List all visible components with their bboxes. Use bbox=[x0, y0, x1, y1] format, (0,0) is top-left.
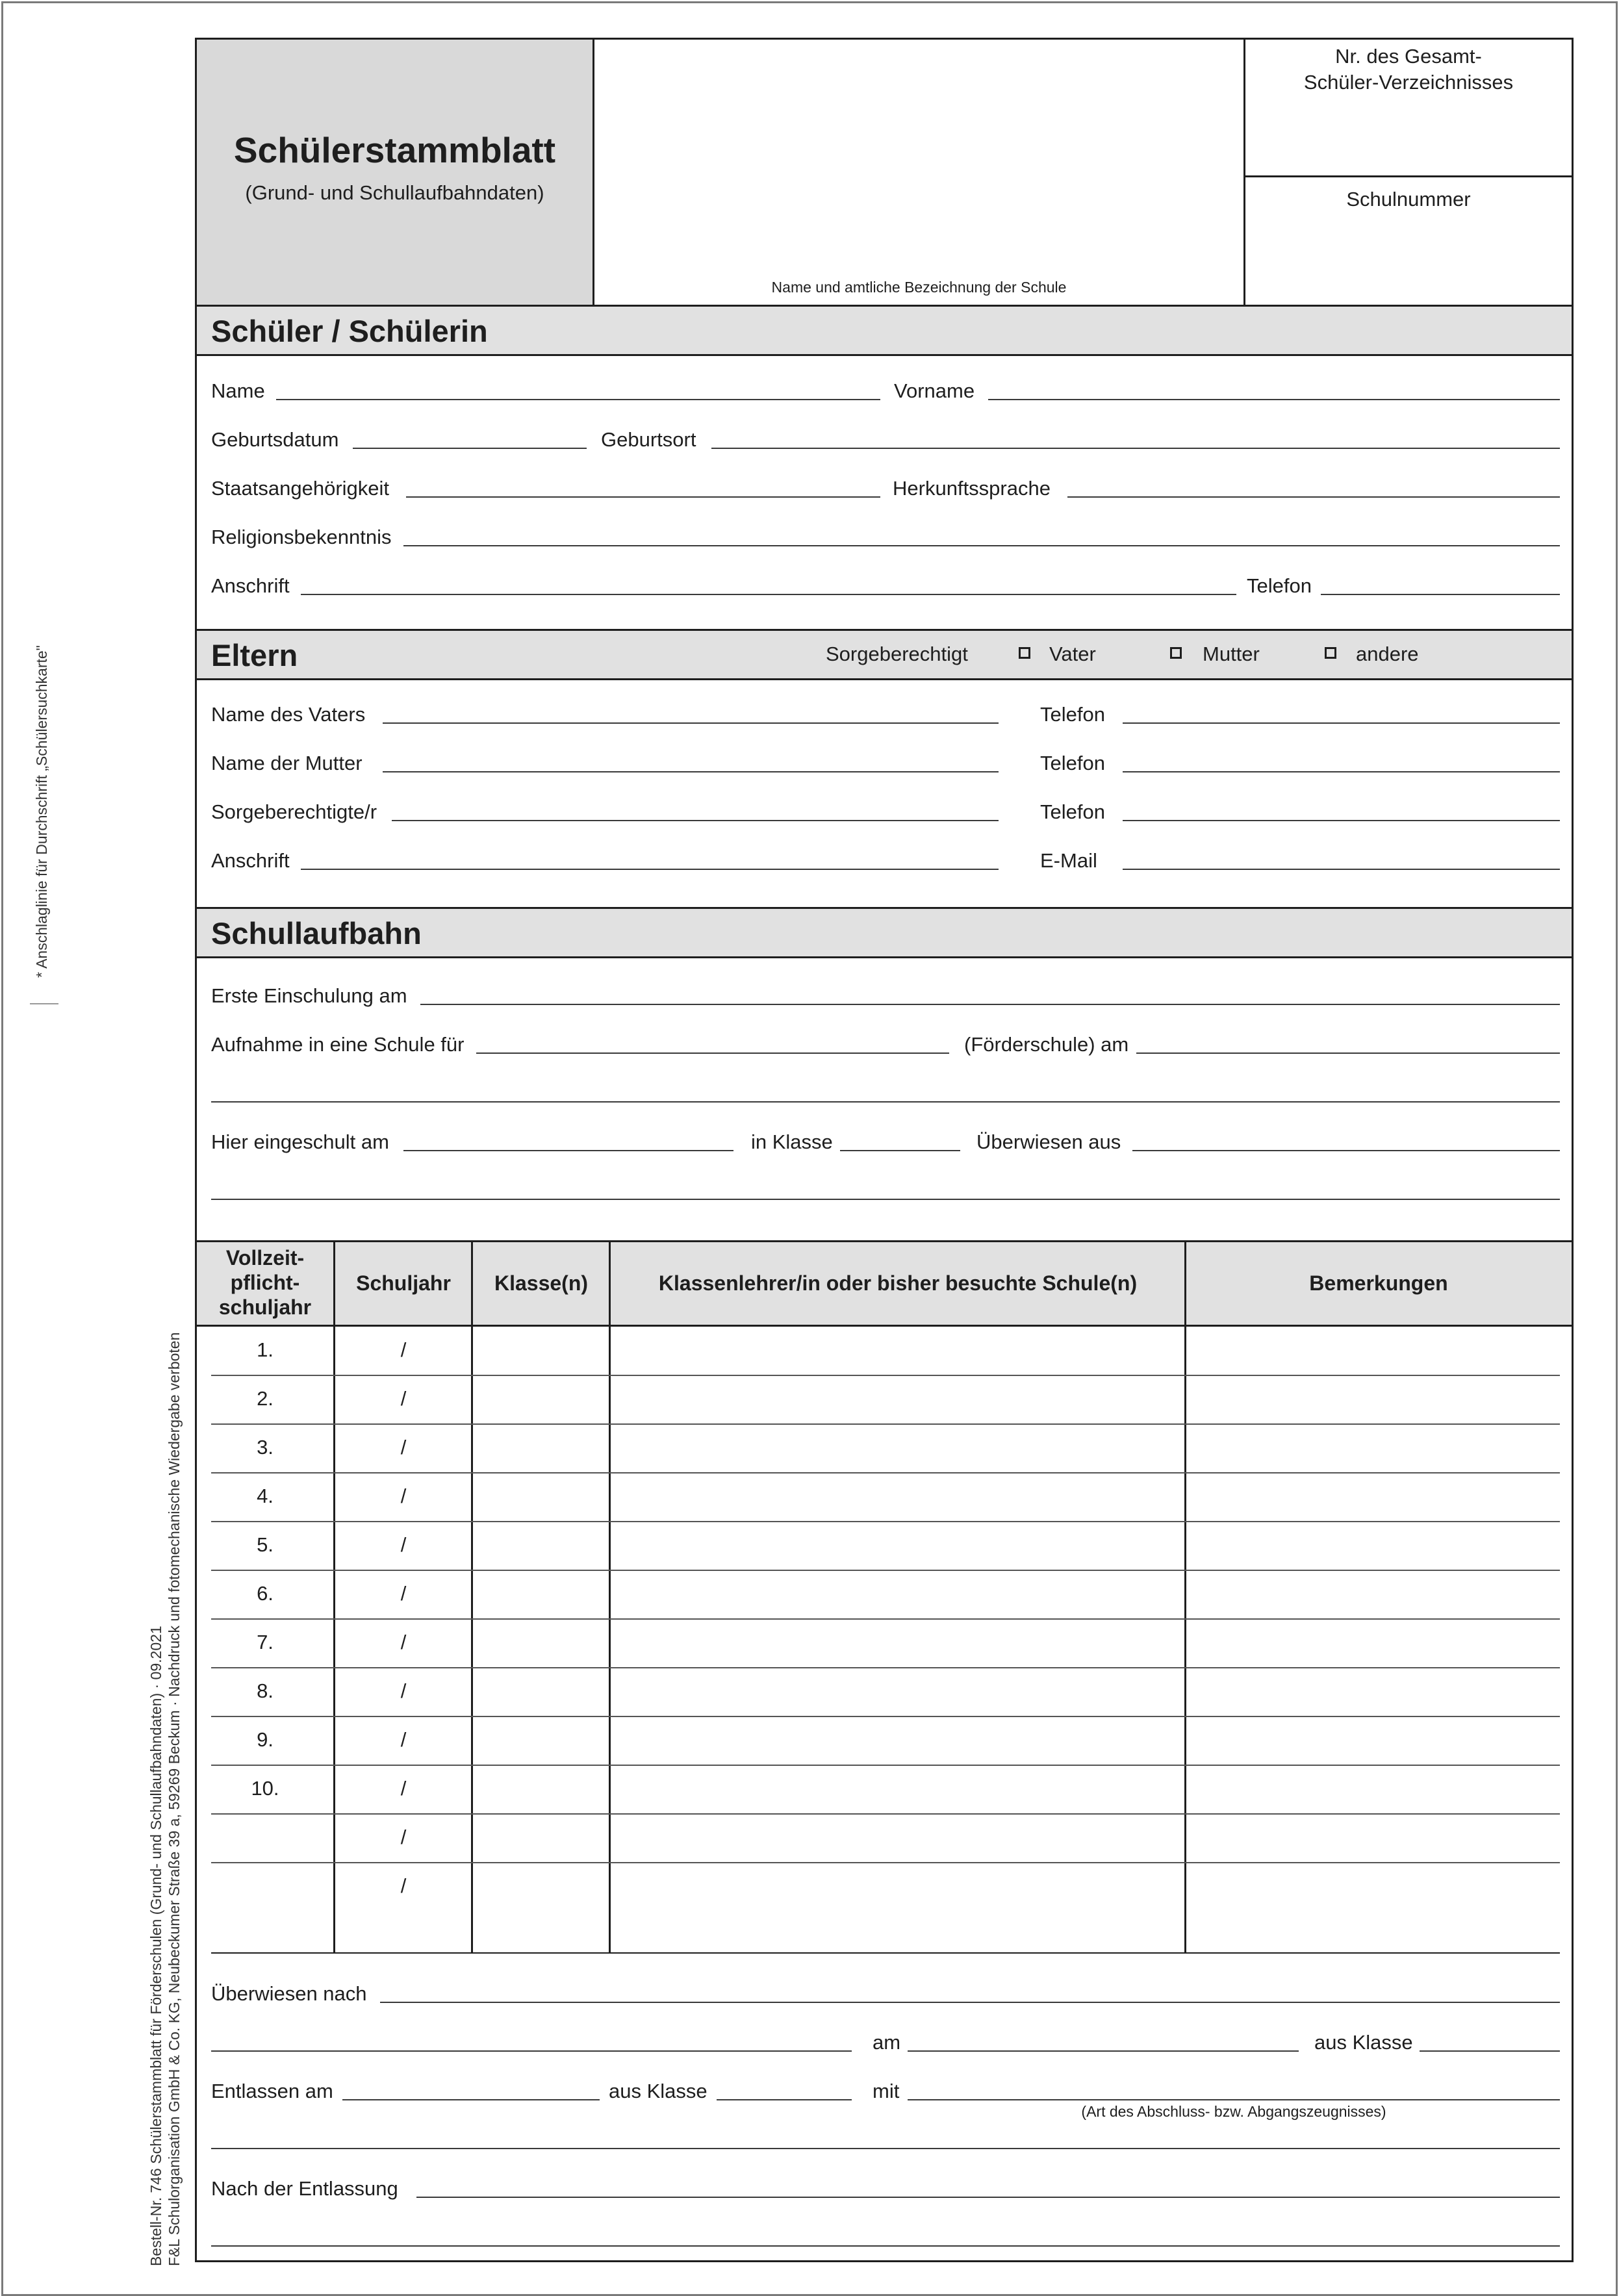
student-record-form bbox=[195, 38, 1574, 2262]
input-aus-klasse[interactable] bbox=[1420, 2050, 1560, 2052]
school-name-caption: Name und amtliche Bezeichnung der Schule bbox=[771, 279, 1067, 296]
table-row[interactable] bbox=[197, 1716, 1572, 1765]
table-row[interactable] bbox=[197, 1424, 1572, 1473]
form-title: Schülerstammblatt bbox=[233, 130, 556, 170]
input-mutter[interactable] bbox=[383, 771, 999, 772]
label-foerderschule-am: (Förderschule) am bbox=[964, 1033, 1129, 1056]
label-am: am bbox=[873, 2031, 901, 2054]
input-herkunftssprache[interactable] bbox=[1067, 496, 1560, 498]
cell-pflichtschuljahr: 1. bbox=[257, 1338, 274, 1361]
table-row[interactable] bbox=[197, 1375, 1572, 1424]
career-section-bar bbox=[197, 907, 1572, 958]
input-nach-entlassung-continued[interactable] bbox=[211, 2245, 1560, 2247]
label-vorname: Vorname bbox=[894, 379, 975, 402]
label-ueberwiesen-aus: Überwiesen aus bbox=[976, 1130, 1121, 1153]
th-col1-line2: pflicht- bbox=[230, 1271, 300, 1294]
cell-pflichtschuljahr: 8. bbox=[257, 1679, 274, 1702]
checkbox-andere[interactable] bbox=[1325, 647, 1336, 659]
label-telefon: Telefon bbox=[1247, 574, 1312, 597]
input-aufnahme[interactable] bbox=[476, 1052, 949, 1054]
label-mit: mit bbox=[873, 2080, 900, 2102]
label-mutter: Name der Mutter bbox=[211, 752, 363, 774]
label-aufnahme: Aufnahme in eine Schule für bbox=[211, 1033, 465, 1056]
order-info-line2: F&L Schulorganisation GmbH & Co. KG, Neubeckumer Straße 39 a, 59269 Beckum · Nachdruck und fotomechanische Wiedergabe verboten bbox=[166, 1332, 183, 2266]
label-erste-einschulung: Erste Einschulung am bbox=[211, 984, 407, 1007]
input-name[interactable] bbox=[276, 399, 880, 400]
register-label-1: Nr. des Gesamt- bbox=[1335, 45, 1482, 68]
form-subtitle: (Grund- und Schullaufbahndaten) bbox=[245, 181, 544, 204]
label-name: Name bbox=[211, 379, 265, 402]
th-bemerkungen: Bemerkungen bbox=[1309, 1271, 1448, 1295]
sorgeberechtigt-label: Sorgeberechtigt bbox=[826, 643, 968, 665]
register-label-2: Schüler-Verzeichnisses bbox=[1303, 71, 1514, 94]
table-row[interactable] bbox=[197, 1863, 1572, 1911]
th-schuljahr: Schuljahr bbox=[356, 1271, 451, 1295]
input-geburtsort[interactable] bbox=[711, 448, 1560, 449]
checkbox-vater[interactable] bbox=[1019, 647, 1030, 659]
th-col1-line1: Vollzeit- bbox=[225, 1246, 305, 1269]
cell-schuljahr[interactable]: / bbox=[400, 1679, 407, 1702]
cell-schuljahr[interactable]: / bbox=[400, 1777, 407, 1800]
label-staatsangehoerigkeit: Staatsangehörigkeit bbox=[211, 477, 390, 500]
cell-schuljahr[interactable]: / bbox=[400, 1728, 407, 1751]
cell-pflichtschuljahr: 4. bbox=[257, 1485, 274, 1507]
student-heading: Schüler / Schülerin bbox=[211, 314, 488, 348]
cell-schuljahr[interactable]: / bbox=[400, 1387, 407, 1410]
input-staatsangehoerigkeit[interactable] bbox=[406, 496, 880, 498]
input-abschluss[interactable] bbox=[908, 2099, 1560, 2100]
label-aus-klasse-2: aus Klasse bbox=[609, 2080, 708, 2102]
input-entlassen-am[interactable] bbox=[342, 2099, 600, 2100]
label-ueberwiesen-nach: Überwiesen nach bbox=[211, 1982, 367, 2005]
table-row[interactable] bbox=[197, 1473, 1572, 1522]
label-religion: Religionsbekenntnis bbox=[211, 526, 392, 548]
label-in-klasse: in Klasse bbox=[751, 1130, 833, 1153]
label-sorgeberechtigte-telefon: Telefon bbox=[1040, 800, 1105, 823]
parents-heading: Eltern bbox=[211, 638, 298, 672]
option-mutter: Mutter bbox=[1203, 643, 1260, 665]
cell-pflichtschuljahr: 6. bbox=[257, 1582, 274, 1605]
input-aus-klasse-2[interactable] bbox=[717, 2099, 852, 2100]
cell-schuljahr[interactable]: / bbox=[400, 1485, 407, 1507]
table-row[interactable] bbox=[197, 1814, 1572, 1863]
input-geburtsdatum[interactable] bbox=[353, 448, 587, 449]
label-email: E-Mail bbox=[1040, 849, 1097, 872]
table-row[interactable] bbox=[197, 1327, 1572, 1375]
school-number-label: Schulnummer bbox=[1346, 188, 1471, 210]
cell-schuljahr[interactable]: / bbox=[400, 1874, 407, 1897]
label-aus-klasse: aus Klasse bbox=[1314, 2031, 1413, 2054]
input-abschluss-continued[interactable] bbox=[211, 2148, 1560, 2149]
cell-pflichtschuljahr: 3. bbox=[257, 1436, 274, 1459]
input-aufnahme-continued[interactable] bbox=[211, 1101, 1560, 1103]
input-religion[interactable] bbox=[403, 545, 1560, 546]
label-sorgeberechtigte: Sorgeberechtigte/r bbox=[211, 800, 377, 823]
input-vater[interactable] bbox=[383, 722, 999, 724]
cell-pflichtschuljahr: 10. bbox=[251, 1777, 279, 1800]
career-heading: Schullaufbahn bbox=[211, 916, 422, 950]
cell-schuljahr[interactable]: / bbox=[400, 1582, 407, 1605]
input-foerderschule-am[interactable] bbox=[1136, 1052, 1560, 1054]
abschluss-caption: (Art des Abschluss- bzw. Abgangszeugnisses) bbox=[1081, 2103, 1386, 2120]
school-name-field[interactable] bbox=[594, 40, 1245, 306]
label-geburtsdatum: Geburtsdatum bbox=[211, 428, 339, 451]
title-box bbox=[197, 40, 594, 306]
table-row[interactable] bbox=[197, 1522, 1572, 1570]
input-am[interactable] bbox=[908, 2050, 1299, 2052]
th-klassen: Klasse(n) bbox=[494, 1271, 589, 1295]
cell-schuljahr[interactable]: / bbox=[400, 1826, 407, 1848]
input-ueberwiesen-aus[interactable] bbox=[1132, 1150, 1560, 1151]
cell-schuljahr[interactable]: / bbox=[400, 1338, 407, 1361]
label-eltern-anschrift: Anschrift bbox=[211, 849, 290, 872]
input-email[interactable] bbox=[1123, 869, 1560, 870]
input-anschrift[interactable] bbox=[301, 594, 1236, 595]
label-anschrift: Anschrift bbox=[211, 574, 290, 597]
input-sorgeberechtigte-telefon[interactable] bbox=[1123, 820, 1560, 821]
cell-pflichtschuljahr: 2. bbox=[257, 1387, 274, 1410]
table-row[interactable] bbox=[197, 1765, 1572, 1814]
label-geburtsort: Geburtsort bbox=[601, 428, 696, 451]
input-vorname[interactable] bbox=[988, 399, 1560, 400]
label-entlassen-am: Entlassen am bbox=[211, 2080, 333, 2102]
cell-schuljahr[interactable]: / bbox=[400, 1533, 407, 1556]
input-erste-einschulung[interactable] bbox=[420, 1004, 1560, 1005]
input-in-klasse[interactable] bbox=[840, 1150, 960, 1151]
cell-pflichtschuljahr: 5. bbox=[257, 1533, 274, 1556]
label-vater: Name des Vaters bbox=[211, 703, 366, 726]
input-ueberwiesen-nach[interactable] bbox=[380, 2002, 1560, 2003]
table-row[interactable] bbox=[197, 1619, 1572, 1668]
input-telefon[interactable] bbox=[1321, 594, 1560, 595]
input-vater-telefon[interactable] bbox=[1123, 722, 1560, 724]
parents-section-bar bbox=[197, 629, 1572, 680]
cell-pflichtschuljahr: 9. bbox=[257, 1728, 274, 1751]
anschlag-mark bbox=[30, 1003, 58, 1004]
input-ueberwiesen-aus-continued[interactable] bbox=[211, 1199, 1560, 1200]
input-ueberwiesen-nach-continued[interactable] bbox=[211, 2050, 852, 2052]
th-col1-line3: schuljahr bbox=[218, 1295, 312, 1319]
student-section-bar bbox=[197, 305, 1572, 356]
order-info-line1: Bestell-Nr. 746 Schülerstammblatt für Förderschulen (Grund- und Schullaufbahndaten) · 09.2021 bbox=[147, 1626, 164, 2266]
label-herkunftssprache: Herkunftssprache bbox=[893, 477, 1051, 500]
anschlag-note: * Anschlaglinie für Durchschrift „Schülersuchkarte" bbox=[33, 645, 50, 978]
label-hier-eingeschult: Hier eingeschult am bbox=[211, 1130, 389, 1153]
th-klassenlehrer: Klassenlehrer/in oder bisher besuchte Schule(n) bbox=[658, 1271, 1138, 1295]
cell-schuljahr[interactable]: / bbox=[400, 1436, 407, 1459]
option-andere: andere bbox=[1356, 643, 1419, 665]
table-row[interactable] bbox=[197, 1570, 1572, 1619]
register-number-field[interactable] bbox=[1245, 40, 1572, 177]
input-eltern-anschrift[interactable] bbox=[301, 869, 999, 870]
label-mutter-telefon: Telefon bbox=[1040, 752, 1105, 774]
table-row[interactable] bbox=[197, 1668, 1572, 1716]
input-hier-eingeschult[interactable] bbox=[403, 1150, 733, 1151]
cell-schuljahr[interactable]: / bbox=[400, 1631, 407, 1653]
input-nach-entlassung[interactable] bbox=[416, 2197, 1560, 2198]
checkbox-mutter[interactable] bbox=[1170, 647, 1182, 659]
school-number-field[interactable] bbox=[1245, 177, 1572, 306]
table-bottom-rule bbox=[211, 1952, 1560, 1954]
input-mutter-telefon[interactable] bbox=[1123, 771, 1560, 772]
cell-pflichtschuljahr: 7. bbox=[257, 1631, 274, 1653]
label-nach-entlassung: Nach der Entlassung bbox=[211, 2177, 398, 2200]
th-vollzeitpflichtschuljahr bbox=[197, 1245, 333, 1320]
label-vater-telefon: Telefon bbox=[1040, 703, 1105, 726]
input-sorgeberechtigte[interactable] bbox=[392, 820, 999, 821]
option-vater: Vater bbox=[1049, 643, 1096, 665]
